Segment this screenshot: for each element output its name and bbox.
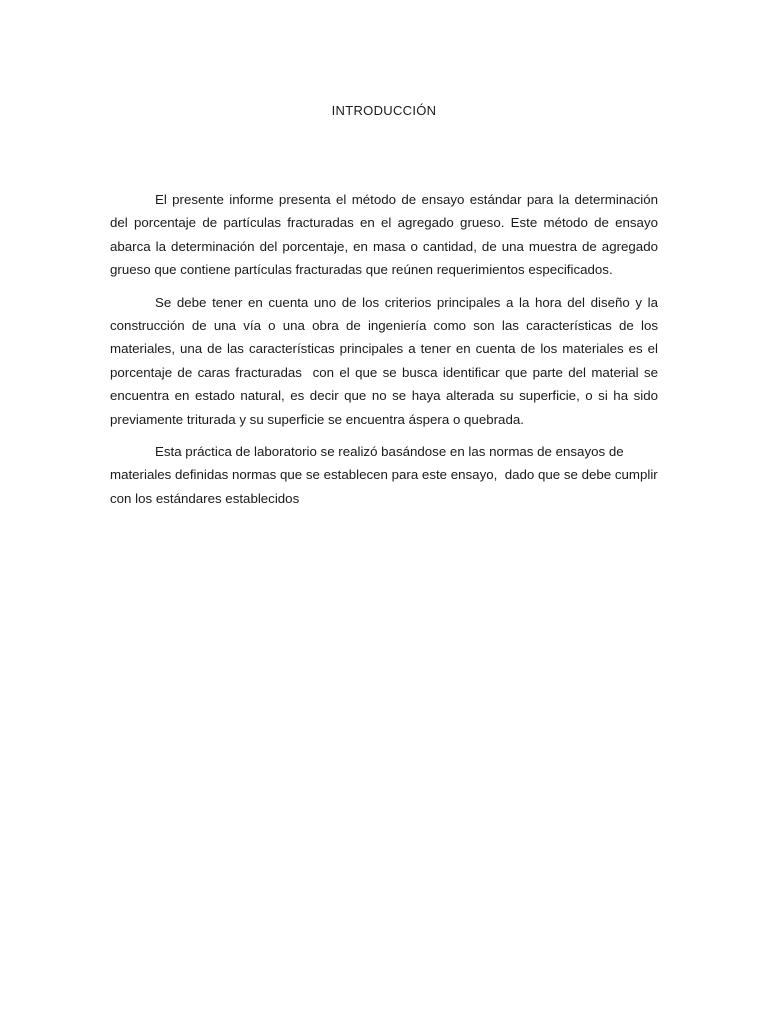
paragraph-1: El presente informe presenta el método de ensayo estándar para la determinación del porcentaje de partículas fracturadas en el agregado grueso. Este método de ensayo abarca la determinación del porcentaje, en masa o cantidad, de una muestra de agregado grueso que contiene partículas fracturadas que reúnen requerimientos especificados.: [110, 192, 662, 278]
paragraph-3: Esta práctica de laboratorio se realizó basándose en las normas de ensayos de materiales definidas normas que se establecen para este ensayo, dado que se debe cumplir con los estándares establecidos: [110, 444, 662, 506]
document-body: [110, 188, 662, 519]
paragraph-2: Se debe tener en cuenta uno de los criterios principales a la hora del diseño y la construcción de una vía o una obra de ingeniería como son las características de los materiales, una de las características principales a tener en cuenta de los materiales es el porcentaje de caras fracturadas con el que se busca identificar que parte del material se encuentra en estado natural, es decir que no se haya alterada su superficie, o si ha sido previamente triturada y su superficie se encuentra áspera o quebrada.: [110, 294, 662, 427]
document-title: INTRODUCCIÓN: [331, 103, 437, 118]
